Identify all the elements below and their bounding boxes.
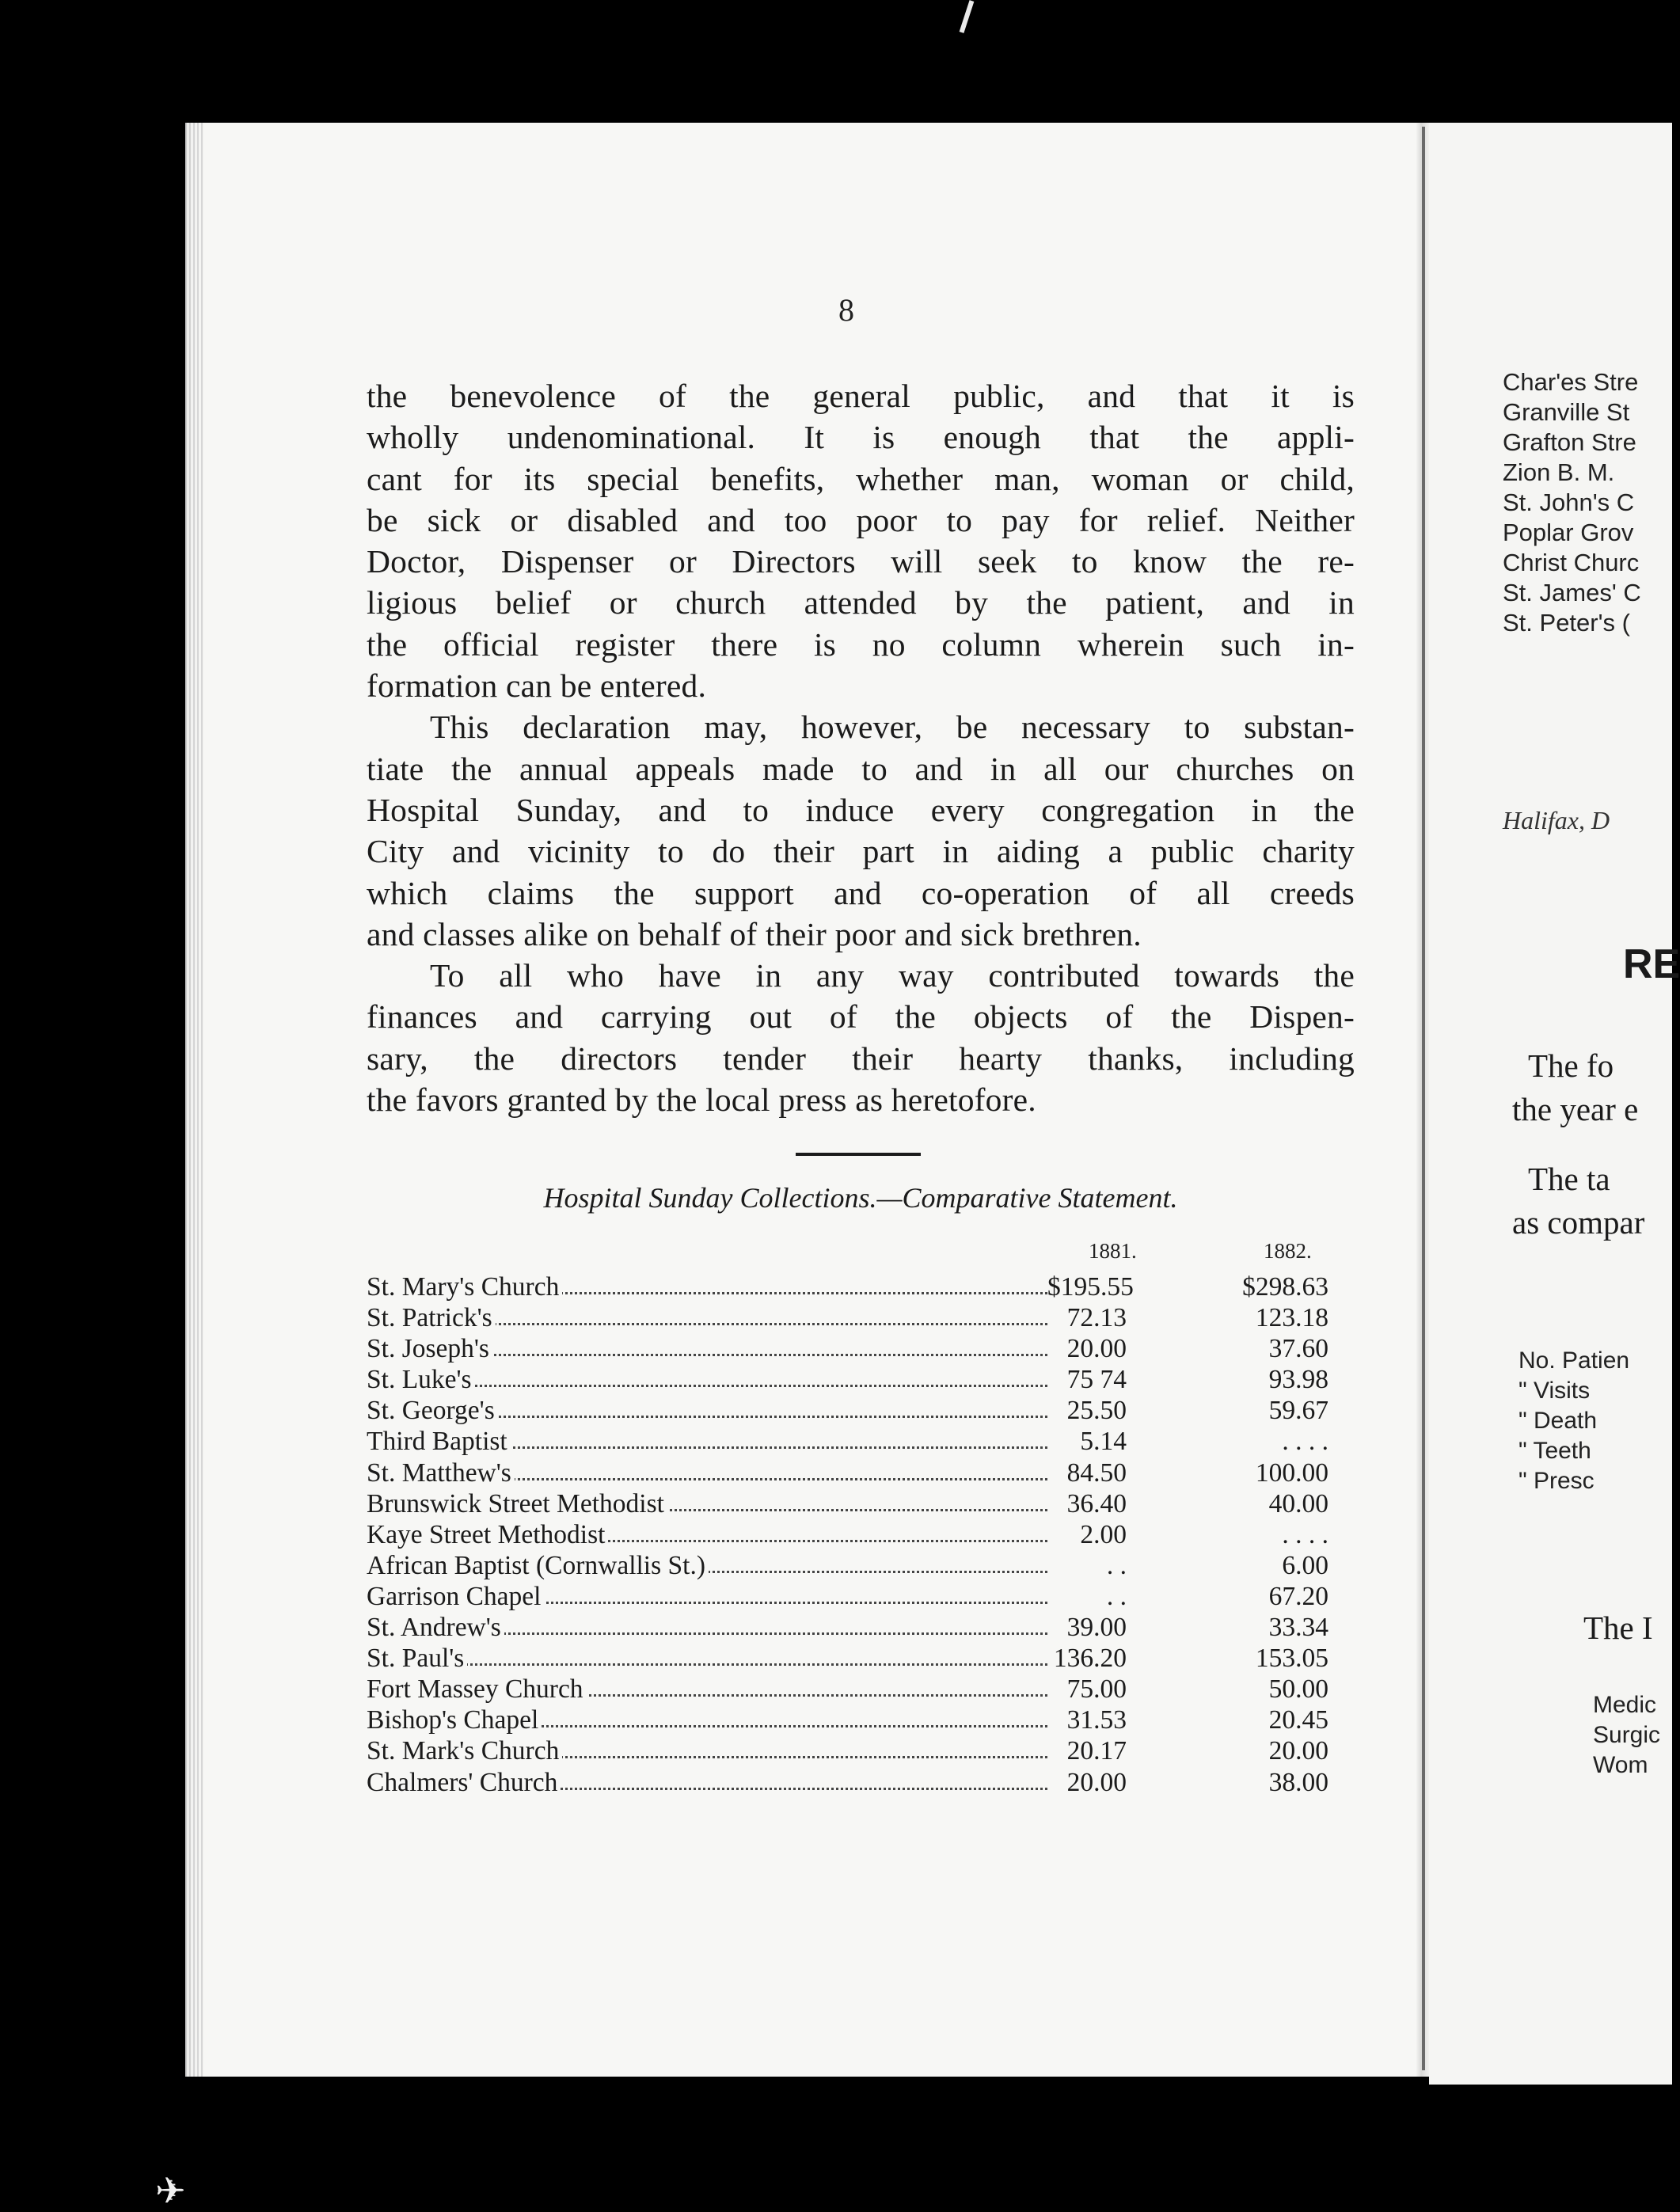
amount-1882: 20.00 bbox=[1268, 1736, 1328, 1766]
right-page-church-item: Poplar Grov bbox=[1503, 519, 1634, 546]
body-line: be sick or disabled and too poor to pay for relief. Neither bbox=[367, 501, 1355, 538]
amount-1881: 136.20 bbox=[1053, 1644, 1127, 1674]
scan-artifact: ✈ bbox=[155, 2171, 186, 2211]
church-name bbox=[367, 1612, 1047, 1643]
church-name bbox=[367, 1581, 1047, 1612]
amount-1881: 20.00 bbox=[1066, 1767, 1127, 1797]
church-name-label: St. Luke's bbox=[367, 1365, 475, 1394]
amount-1881: . . bbox=[1106, 1581, 1127, 1611]
right-page-para2-line2: as compar bbox=[1512, 1204, 1645, 1241]
table-row bbox=[367, 1426, 1356, 1457]
church-name bbox=[367, 1364, 1047, 1395]
right-page-department-item: Surgic bbox=[1593, 1722, 1661, 1748]
right-page-church-item: St. James' C bbox=[1503, 579, 1641, 606]
church-name bbox=[367, 1426, 1047, 1457]
body-line: which claims the support and co-operation of all creeds bbox=[367, 874, 1355, 911]
church-name bbox=[367, 1519, 1047, 1550]
body-line: ligious belief or church attended by the patient, and in bbox=[367, 584, 1355, 621]
amount-1881: 31.53 bbox=[1066, 1705, 1127, 1735]
church-name bbox=[367, 1550, 1047, 1581]
amount-1882: 37.60 bbox=[1268, 1334, 1328, 1364]
amount-1881: $195.55 bbox=[1047, 1272, 1134, 1302]
body-line: Hospital Sunday, and to induce every congregation in the bbox=[367, 791, 1355, 828]
body-line: the benevolence of the general public, and that it is bbox=[367, 378, 1355, 414]
amount-1882: 67.20 bbox=[1268, 1581, 1328, 1611]
section-rule bbox=[796, 1153, 921, 1156]
church-name-label: St. Joseph's bbox=[367, 1334, 492, 1363]
amount-1881: 2.00 bbox=[1080, 1519, 1127, 1549]
amount-1882: 50.00 bbox=[1268, 1674, 1328, 1705]
body-line: and classes alike on behalf of their poor and sick brethren. bbox=[367, 915, 1142, 952]
table-row bbox=[367, 1519, 1356, 1550]
column-header-1881: 1881. bbox=[1089, 1239, 1137, 1263]
amount-1881: . . bbox=[1106, 1550, 1127, 1580]
right-page-place-line: Halifax, D bbox=[1503, 806, 1610, 834]
church-name-label: Kaye Street Methodist bbox=[367, 1520, 608, 1549]
body-line: Doctor, Dispenser or Directors will seek to know the re- bbox=[367, 543, 1355, 580]
amount-1882: 59.67 bbox=[1268, 1396, 1328, 1426]
right-page-stat-item: " Presc bbox=[1518, 1468, 1594, 1494]
church-name-label: Chalmers' Church bbox=[367, 1768, 561, 1797]
amount-1882: 20.45 bbox=[1268, 1705, 1328, 1735]
body-line: sary, the directors tender their hearty thanks, including bbox=[367, 1039, 1355, 1077]
amount-1881: 5.14 bbox=[1080, 1427, 1127, 1457]
body-line: To all who have in any way contributed towards the bbox=[430, 957, 1355, 994]
church-name bbox=[367, 1302, 1047, 1333]
church-name bbox=[367, 1767, 1047, 1798]
amount-1881: 75 74 bbox=[1066, 1365, 1127, 1395]
church-name bbox=[367, 1458, 1047, 1488]
table-row bbox=[367, 1458, 1356, 1488]
right-page-church-item: Grafton Stre bbox=[1503, 428, 1636, 456]
table-row bbox=[367, 1581, 1356, 1612]
church-name-label: Bishop's Chapel bbox=[367, 1705, 542, 1735]
right-page-stat-item: " Teeth bbox=[1518, 1438, 1591, 1464]
table-row bbox=[367, 1674, 1356, 1705]
right-page-church-item: Granville St bbox=[1503, 398, 1630, 426]
right-page-para1-line1: The fo bbox=[1528, 1047, 1614, 1084]
table-row bbox=[367, 1612, 1356, 1643]
table-row bbox=[367, 1767, 1356, 1798]
right-page-church-item: St. John's C bbox=[1503, 488, 1635, 516]
amount-1881: 84.50 bbox=[1066, 1458, 1127, 1488]
amount-1882: . . . . bbox=[1282, 1519, 1328, 1549]
amount-1881: 36.40 bbox=[1066, 1488, 1127, 1518]
church-name bbox=[367, 1705, 1047, 1735]
amount-1882: 123.18 bbox=[1255, 1303, 1328, 1333]
right-page-department-item: Wom bbox=[1593, 1752, 1648, 1778]
amount-1881: 25.50 bbox=[1066, 1396, 1127, 1426]
body-line: wholly undenominational. It is enough that the appli- bbox=[367, 419, 1355, 456]
body-line: City and vicinity to do their part in aiding a public charity bbox=[367, 833, 1355, 870]
church-name-label: St. Matthew's bbox=[367, 1458, 515, 1488]
church-name bbox=[367, 1674, 1047, 1705]
table-row bbox=[367, 1302, 1356, 1333]
right-page-church-item: Zion B. M. bbox=[1503, 458, 1615, 486]
table-row bbox=[367, 1550, 1356, 1581]
right-page-stat-item: No. Patien bbox=[1518, 1347, 1630, 1374]
table-row bbox=[367, 1488, 1356, 1519]
collections-table bbox=[367, 1271, 1356, 1798]
table-row bbox=[367, 1735, 1356, 1766]
amount-1882: 6.00 bbox=[1282, 1550, 1328, 1580]
table-row bbox=[367, 1395, 1356, 1426]
church-name-label: St. Andrew's bbox=[367, 1613, 504, 1642]
body-line: cant for its special benefits, whether man, woman or child, bbox=[367, 460, 1355, 497]
body-line: finances and carrying out of the objects of the Dispen- bbox=[367, 998, 1355, 1036]
scan-mark bbox=[960, 0, 975, 33]
right-page-department-item: Medic bbox=[1593, 1692, 1657, 1718]
church-name-label: St. Paul's bbox=[367, 1644, 467, 1673]
church-name-label: Brunswick Street Methodist bbox=[367, 1489, 667, 1518]
church-name-label: St. Patrick's bbox=[367, 1303, 496, 1332]
church-name bbox=[367, 1333, 1047, 1364]
amount-1881: 72.13 bbox=[1066, 1303, 1127, 1333]
right-page-church-list bbox=[1503, 367, 1641, 638]
church-name bbox=[367, 1395, 1047, 1426]
column-header-1882: 1882. bbox=[1264, 1239, 1312, 1263]
church-name-label: Garrison Chapel bbox=[367, 1582, 544, 1611]
table-title: Hospital Sunday Collections.—Comparative Statement. bbox=[543, 1182, 1178, 1214]
right-page-the-line: The I bbox=[1583, 1610, 1653, 1646]
gutter-line bbox=[1422, 127, 1425, 2070]
church-name-label: Third Baptist bbox=[367, 1427, 511, 1456]
right-page-stat-item: " Visits bbox=[1518, 1378, 1591, 1404]
right-page-para1-line2: the year e bbox=[1512, 1091, 1639, 1127]
church-name-label: St. George's bbox=[367, 1396, 498, 1425]
amount-1882: 38.00 bbox=[1268, 1767, 1328, 1797]
amount-1882: 153.05 bbox=[1255, 1644, 1328, 1674]
body-line: formation can be entered. bbox=[367, 667, 707, 705]
amount-1881: 75.00 bbox=[1066, 1674, 1127, 1705]
body-line: tiate the annual appeals made to and in all our churches on bbox=[367, 750, 1355, 787]
right-page-para2-line1: The ta bbox=[1528, 1161, 1610, 1197]
right-page-church-item: Christ Churc bbox=[1503, 549, 1640, 576]
right-page-church-item: St. Peter's ( bbox=[1503, 609, 1630, 637]
body-line: the official register there is no column wherein such in- bbox=[367, 625, 1355, 663]
right-page-stat-item: " Death bbox=[1518, 1408, 1598, 1434]
amount-1881: 20.00 bbox=[1066, 1334, 1127, 1364]
body-text bbox=[367, 375, 1355, 1120]
church-name bbox=[367, 1488, 1047, 1519]
right-page-stats bbox=[1518, 1346, 1629, 1496]
right-page-church-item: Char'es Stre bbox=[1503, 368, 1639, 396]
church-name-label: St. Mary's Church bbox=[367, 1272, 562, 1302]
table-row bbox=[367, 1705, 1356, 1735]
table-row bbox=[367, 1333, 1356, 1364]
right-page-departments bbox=[1593, 1690, 1660, 1781]
amount-1881: 39.00 bbox=[1066, 1613, 1127, 1643]
table-row bbox=[367, 1364, 1356, 1395]
page-number: 8 bbox=[838, 292, 854, 328]
church-name-label: African Baptist (Cornwallis St.) bbox=[367, 1551, 709, 1580]
church-name bbox=[367, 1735, 1047, 1766]
table-row bbox=[367, 1271, 1356, 1302]
church-name bbox=[367, 1643, 1047, 1674]
church-name bbox=[367, 1271, 1047, 1302]
amount-1882: 33.34 bbox=[1268, 1613, 1328, 1643]
church-name-label: Fort Massey Church bbox=[367, 1674, 587, 1704]
amount-1882: . . . . bbox=[1282, 1427, 1328, 1457]
amount-1882: 93.98 bbox=[1268, 1365, 1328, 1395]
amount-1882: 100.00 bbox=[1255, 1458, 1328, 1488]
body-line: This declaration may, however, be necessary to substan- bbox=[430, 709, 1355, 746]
amount-1882: $298.63 bbox=[1242, 1272, 1328, 1302]
table-row bbox=[367, 1643, 1356, 1674]
body-line: the favors granted by the local press as heretofore. bbox=[367, 1081, 1036, 1119]
amount-1881: 20.17 bbox=[1066, 1736, 1127, 1766]
right-page-heading: RE bbox=[1623, 941, 1680, 987]
amount-1882: 40.00 bbox=[1268, 1488, 1328, 1518]
church-name-label: St. Mark's Church bbox=[367, 1736, 562, 1765]
